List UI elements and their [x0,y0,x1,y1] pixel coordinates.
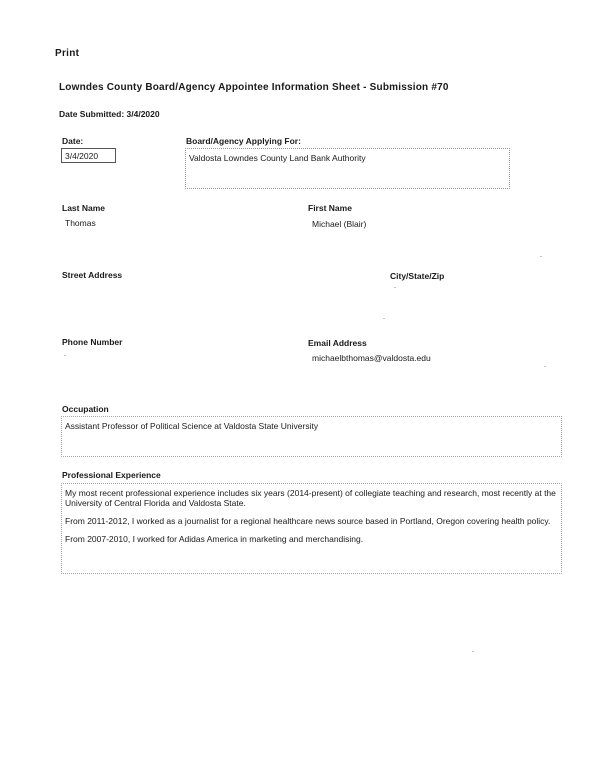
email-address-label: Email Address [308,338,367,348]
street-address-label: Street Address [62,270,123,280]
first-name-label: First Name [308,203,352,213]
experience-paragraph: My most recent professional experience includes six years (2014-present) of collegiate teaching and research, most recently at the University of Central Florida and Valdosta State. [65,488,556,508]
scan-speck [472,651,474,652]
board-agency-field[interactable] [185,148,510,189]
scan-speck [64,355,66,356]
print-link[interactable]: Print [55,48,80,59]
scan-speck [383,318,385,319]
page-title: Lowndes County Board/Agency Appointee Information Sheet - Submission #70 [59,82,449,93]
date-submitted: Date Submitted: 3/4/2020 [59,109,160,119]
professional-experience-field[interactable] [61,483,562,574]
board-agency-value: Valdosta Lowndes County Land Bank Authority [189,153,366,163]
occupation-field[interactable] [61,416,562,457]
scan-speck [394,287,396,288]
city-state-zip-label: City/State/Zip [390,271,445,281]
phone-number-label: Phone Number [62,337,123,347]
email-value: michaelbthomas@valdosta.edu [312,353,431,363]
scan-speck [544,366,546,367]
professional-experience-label: Professional Experience [62,470,161,480]
date-label: Date: [62,136,84,146]
board-agency-label: Board/Agency Applying For: [186,136,301,146]
date-field[interactable]: 3/4/2020 [61,148,116,163]
scan-speck [540,256,542,257]
occupation-value: Assistant Professor of Political Science at Valdosta State University [65,421,319,431]
last-name-value: Thomas [65,218,96,228]
first-name-value: Michael (Blair) [312,219,367,229]
experience-paragraph: From 2007-2010, I worked for Adidas America in marketing and merchandising. [65,534,364,544]
last-name-label: Last Name [62,203,105,213]
occupation-label: Occupation [62,404,109,414]
experience-paragraph: From 2011-2012, I worked as a journalist for a regional healthcare news source based in Portland, Oregon covering health policy. [65,516,551,526]
